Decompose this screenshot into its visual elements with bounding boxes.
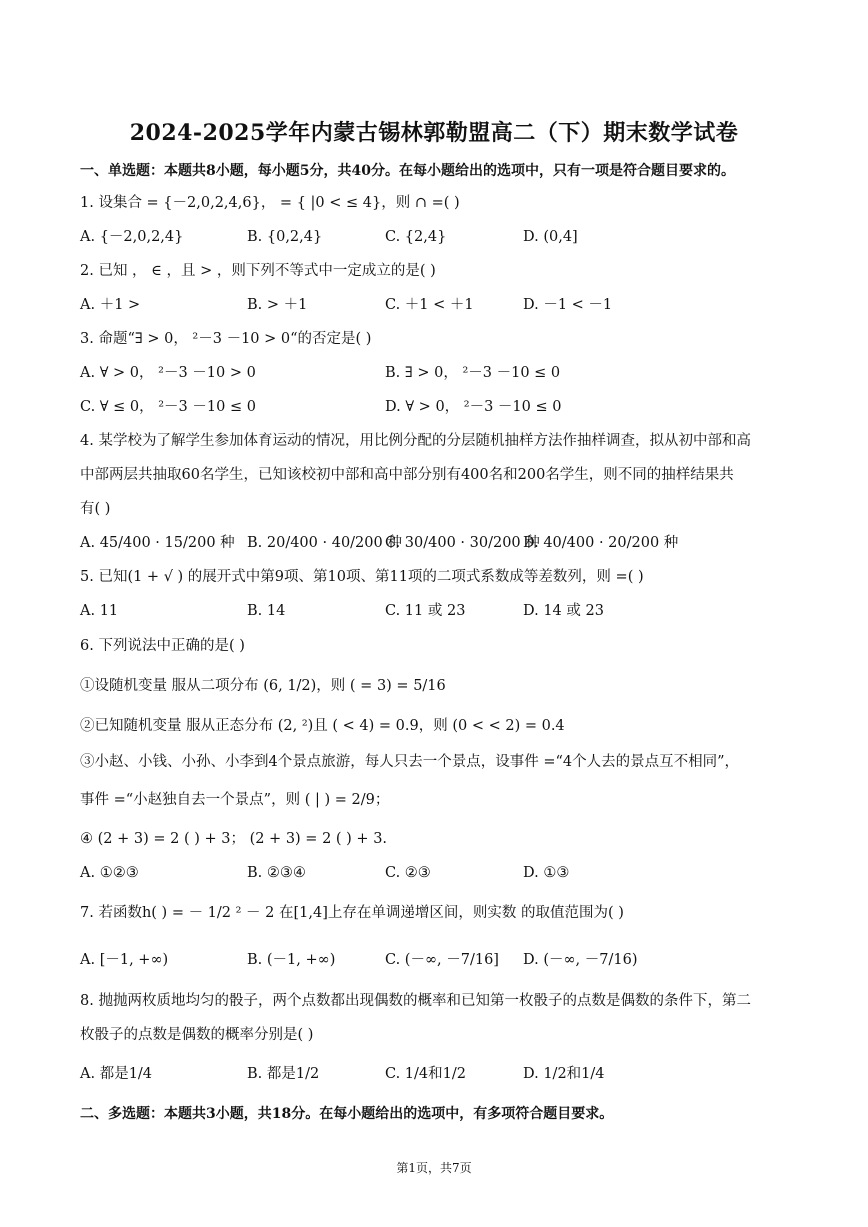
option-a: A. ＋1 > <box>80 297 141 313</box>
question-7-stem: 7. 若函数h( ) = － 1/2 ² － 2 在[1,4]上存在单调递增区间，则实数 的取值范围为( ) <box>80 905 624 921</box>
question-6-statement-1: ①设随机变量 服从二项分布 (6, 1/2)，则 ( = 3) = 5/16 <box>80 678 446 694</box>
option-d: D. (－∞, －7/16) <box>523 952 638 968</box>
option-b: B. 都是1/2 <box>247 1066 320 1082</box>
question-2-options <box>80 295 800 315</box>
option-c: C. ＋1 < ＋1 <box>385 297 474 313</box>
question-4-line-1: 4. 某学校为了解学生参加体育运动的情况，用比例分配的分层随机抽样方法作抽样调查，拟从初中部和高 <box>80 433 751 449</box>
option-b: B. ②③④ <box>247 865 306 881</box>
option-d: D. 40/400 · 20/200 种 <box>523 535 679 551</box>
option-b: B. ∃ > 0， ²－3 －10 ≤ 0 <box>385 365 561 381</box>
question-6-statement-3-line-2: 事件 =“小赵独自去一个景点”，则 ( | ) = 2/9； <box>80 792 390 808</box>
question-5-stem: 5. 已知(1 + √ ) 的展开式中第9项、第10项、第11项的二项式系数成等差数列，则 =( ) <box>80 569 644 585</box>
section-heading-single-choice: 一、单选题：本题共8小题，每小题5分，共40分。在每小题给出的选项中，只有一项是符合题目要求的。 <box>80 163 735 179</box>
option-a: A. 11 <box>80 603 119 619</box>
option-d: D. (0,4] <box>523 229 578 245</box>
question-6-statement-3-line-1: ③小赵、小钱、小孙、小李到4个景点旅游，每人只去一个景点，设事件 =“4个人去的景点互不相同”， <box>80 754 740 770</box>
option-d: D. －1 < －1 <box>523 297 613 313</box>
question-7-options <box>80 950 800 970</box>
question-8-options <box>80 1064 800 1084</box>
question-6-stem: 6. 下列说法中正确的是( ) <box>80 638 245 654</box>
question-4-line-3: 有( ) <box>80 501 111 517</box>
option-a: A. 45/400 · 15/200 种 <box>80 535 235 551</box>
option-c: C. ∀ ≤ 0， ²－3 －10 ≤ 0 <box>80 399 256 415</box>
question-8-line-1: 8. 抛抛两枚质地均匀的骰子，两个点数都出现偶数的概率和已知第一枚骰子的点数是偶数的条件下，第二 <box>80 993 751 1009</box>
question-1-options <box>80 227 800 247</box>
option-c: C. ②③ <box>385 865 431 881</box>
option-d: D. ∀ > 0， ²－3 －10 ≤ 0 <box>385 399 562 415</box>
option-d: D. ①③ <box>523 865 570 881</box>
option-b: B. (－1, +∞) <box>247 952 336 968</box>
question-4-options <box>80 533 800 553</box>
question-3-stem: 3. 命题“∃ > 0， ²－3 －10 > 0“的否定是( ) <box>80 331 372 347</box>
section-heading-multiple-choice: 二、多选题：本题共3小题，共18分。在每小题给出的选项中，有多项符合题目要求。 <box>80 1106 614 1122</box>
option-b: B. > ＋1 <box>247 297 308 313</box>
question-4-line-2: 中部两层共抽取60名学生，已知该校初中部和高中部分别有400名和200名学生，则不同的抽样结果共 <box>80 467 734 483</box>
option-a: A. 都是1/4 <box>80 1066 153 1082</box>
question-5-options <box>80 601 800 621</box>
option-c: C. 30/400 · 30/200 种 <box>385 535 540 551</box>
option-c: C. {2,4} <box>385 229 447 245</box>
question-3-options-row-2 <box>80 397 800 417</box>
question-1-stem: 1. 设集合 = {－2,0,2,4,6}， = { |0 < ≤ 4}，则 ∩ =( ) <box>80 195 460 211</box>
question-3-options-row-1 <box>80 363 800 383</box>
question-6-options <box>80 863 800 883</box>
option-c: C. 11 或 23 <box>385 603 466 619</box>
option-b: B. 14 <box>247 603 286 619</box>
option-a: A. ①②③ <box>80 865 139 881</box>
question-6-statement-2: ②已知随机变量 服从正态分布 (2, ²)且 ( < 4) = 0.9，则 (0 < < 2) = 0.4 <box>80 718 565 734</box>
option-b: B. 20/400 · 40/200 种 <box>247 535 402 551</box>
option-a: A. ∀ > 0， ²－3 －10 > 0 <box>80 365 256 381</box>
page-footer: 第1页，共7页 <box>396 1161 472 1175</box>
option-b: B. {0,2,4} <box>247 229 323 245</box>
question-2-stem: 2. 已知 ， ∈ ，且 > ，则下列不等式中一定成立的是( ) <box>80 263 436 279</box>
option-d: D. 14 或 23 <box>523 603 604 619</box>
option-d: D. 1/2和1/4 <box>523 1066 605 1082</box>
question-6-statement-4: ④ (2 + 3) = 2 ( ) + 3； (2 + 3) = 2 ( ) + 3. <box>80 831 388 847</box>
option-c: C. 1/4和1/2 <box>385 1066 466 1082</box>
option-a: A. {－2,0,2,4} <box>80 229 184 245</box>
option-a: A. [－1, +∞) <box>80 952 169 968</box>
page-title: 2024-2025学年内蒙古锡林郭勒盟高二（下）期末数学试卷 <box>129 120 739 146</box>
question-8-line-2: 枚骰子的点数是偶数的概率分别是( ) <box>80 1027 314 1043</box>
option-c: C. (－∞, －7/16] <box>385 952 499 968</box>
